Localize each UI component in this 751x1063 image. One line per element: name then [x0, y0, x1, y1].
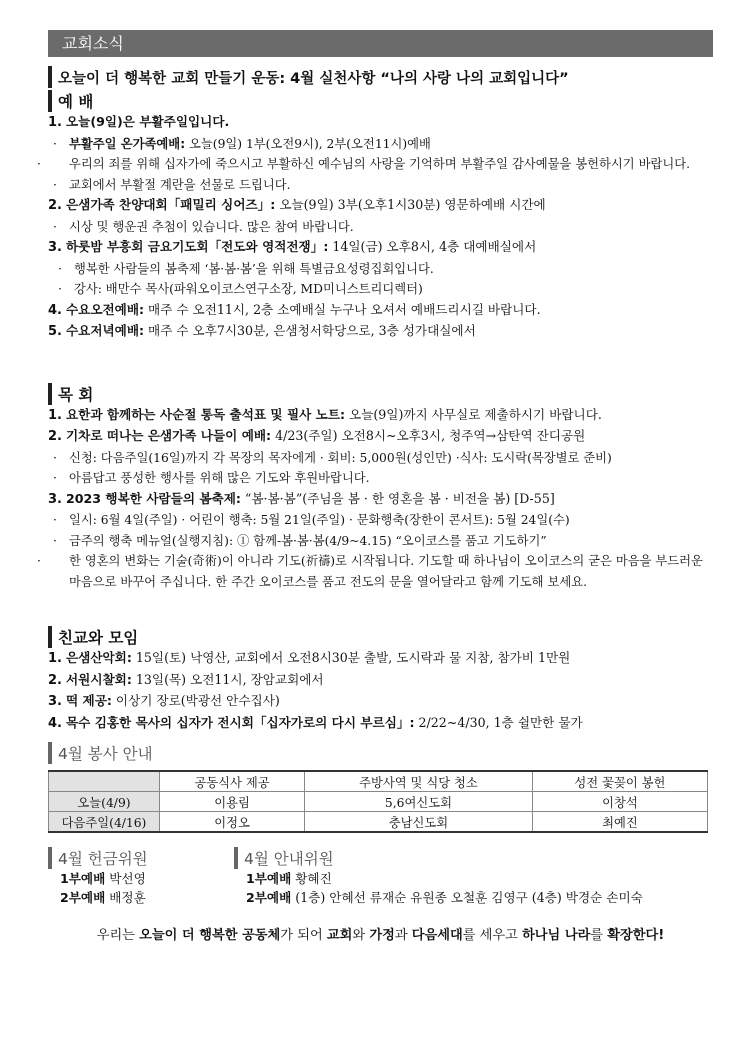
motto-heading	[48, 66, 713, 88]
sub-text: 강사: 배만수 목사(파워오이코스연구소장, MD미니스트리디렉터)	[74, 282, 423, 296]
closing-part: 를	[590, 928, 608, 943]
section-banner: 교회소식	[48, 30, 713, 57]
table-row	[49, 792, 708, 812]
table-header-row	[49, 771, 708, 792]
table-cell: 충남신도회	[305, 812, 533, 833]
sub-text: 시상 및 행운권 추첨이 있습니다. 많은 참여 바랍니다.	[69, 219, 354, 234]
closing-part: 와	[352, 928, 370, 943]
heading-bar	[48, 626, 52, 648]
service-heading	[48, 742, 713, 764]
item-detail: 15일(토) 낙영산, 교회에서 오전8시30분 출발, 도시락과 물 지참, 참가비 1만원	[131, 650, 571, 665]
pastoral-item-2-sub-1: · 신청: 다음주일(16일)까지 각 목장의 목자에게 · 회비: 5,000원(성인만) ·식사: 도시락(목장별로 준비)	[53, 450, 612, 465]
item-detail: 13일(목) 오전11시, 장암교회에서	[131, 671, 324, 687]
sub-text: 일시: 6월 4일(주일) · 어린이 행축: 5월 21일(주일) · 문화행축(장한이 콘서트): 5월 24일(수)	[69, 513, 570, 527]
worship-item-5	[48, 321, 713, 343]
offering-heading	[48, 847, 234, 869]
motto-text: 오늘이 더 행복한 교회 만들기 운동: 4월 실천사항 “나의 사랑 나의 교회입니다”	[58, 70, 569, 87]
item-number: 3.	[48, 491, 62, 507]
worship-item-2	[48, 195, 713, 217]
sub-title: 부활주일 온가족예배:	[69, 136, 186, 151]
offering-row-2	[48, 888, 234, 907]
offering-column	[48, 845, 234, 907]
roster-service: 2부예배	[246, 890, 292, 905]
table-cell: 이정오	[160, 812, 305, 833]
roster-names: 박선영	[105, 871, 146, 886]
worship-item-1	[48, 112, 713, 134]
item-number: 1.	[48, 115, 62, 130]
item-detail: 14일(금) 오후8시, 4층 대예배실에서	[328, 239, 537, 254]
fellowship-item-1	[48, 648, 713, 670]
fellowship-item-4	[48, 713, 713, 735]
row-label: 오늘(4/9)	[49, 792, 160, 812]
roster-service: 1부예배	[246, 871, 292, 886]
closing-emphasis: 하나님 나라	[522, 928, 591, 943]
table-row	[49, 812, 708, 833]
item-number: 4.	[48, 715, 62, 731]
roster-service: 1부예배	[60, 871, 106, 886]
worship-item-3	[48, 237, 713, 259]
sub-text: 금주의 행축 메뉴얼(실행지침): ① 함께-봄·봄·봄(4/9~4.15) “오이코스를 품고 기도하기”	[69, 533, 547, 548]
item-detail: 매주 수 오전11시, 2층 소예배실 누구나 오셔서 예배드리시길 바랍니다.	[144, 301, 541, 317]
pastoral-item-3-sub-1: · 일시: 6월 4일(주일) · 어린이 행축: 5월 21일(주일) · 문화행축(장한이 콘서트): 5월 24일(수)	[53, 513, 570, 527]
item-detail: 4/23(주일) 오전8시~오후3시, 청주역→삼탄역 잔디공원	[271, 428, 586, 443]
worship-item-2-sub: · 시상 및 행운권 추첨이 있습니다. 많은 참여 바랍니다.	[53, 219, 354, 234]
closing-emphasis: 오늘이 더 행복한 공동체	[139, 928, 281, 943]
sub-text: 한 영혼의 변화는 기술(奇術)이 아니라 기도(祈禱)로 시작됩니다. 기도할 때 하나님이 오이코스의 굳은 마음을 부드러운 마음으로 바꾸어 주십니다. 한 주간 오이코스를 품고 전도의 문을 열어달라고 함께 기도해 보세요.	[69, 554, 703, 589]
heading-bar	[48, 383, 52, 405]
usher-heading	[234, 847, 713, 869]
heading-bar	[234, 847, 238, 869]
table-cell: 최예진	[532, 812, 707, 833]
worship-item-1-sub-3: · 교회에서 부활절 계란을 선물로 드립니다.	[53, 177, 291, 192]
item-title: 은샘가족 찬양대회「패밀리 싱어즈」:	[66, 197, 276, 212]
service-table	[48, 770, 708, 833]
worship-item-3-sub-1: · 행복한 사람들의 봄축제 ‘봄·봄·봄’을 위해 특별금요성령집회입니다.	[58, 261, 434, 276]
item-number: 1.	[48, 407, 62, 423]
fellowship-heading	[48, 626, 713, 648]
pastoral-item-2	[48, 426, 713, 448]
item-number: 1.	[48, 651, 62, 666]
worship-heading	[48, 90, 713, 112]
item-detail: 오늘(9일)까지 사무실로 제출하시기 바랍니다.	[345, 406, 602, 422]
offering-row-1	[48, 869, 234, 888]
item-title: 요한과 함께하는 사순절 통독 출석표 및 필사 노트:	[66, 406, 346, 422]
closing-part: 과	[394, 928, 412, 943]
sub-text: 우리의 죄를 위해 십자가에 죽으시고 부활하신 예수님의 사랑을 기억하며 부활주일 감사예물을 봉헌하시기 바랍니다.	[69, 157, 690, 171]
pastoral-item-3	[48, 489, 713, 511]
item-number: 3.	[48, 694, 62, 709]
closing-part: 우리는	[96, 928, 140, 943]
church-news-page	[37, 30, 713, 943]
worship-item-1-sub-1: · 부활주일 온가족예배: 오늘(9일) 1부(오전9시), 2부(오전11시)예배	[53, 136, 431, 151]
item-title: 기차로 떠나는 은샘가족 나들이 예배:	[66, 428, 272, 443]
item-detail: 오늘(9일) 3부(오후1시30분) 영문하예배 시간에	[275, 197, 546, 212]
item-detail: 2/22~4/30, 1층 쉴만한 물가	[414, 714, 583, 730]
item-title: 은샘산악회:	[66, 650, 132, 665]
column-header: 공동식사 제공	[160, 771, 305, 792]
fellowship-heading-text: 친교와 모임	[58, 629, 139, 647]
sub-detail: 오늘(9일) 1부(오전9시), 2부(오전11시)예배	[185, 136, 431, 151]
closing-part: 가 되어	[280, 928, 327, 943]
item-detail: 매주 수 오후7시30분, 은샘청서학당으로, 3층 성가대실에서	[144, 323, 476, 338]
table-cell: 이용림	[160, 792, 305, 812]
closing-emphasis: 다음세대	[411, 928, 463, 943]
worship-heading-text: 예 배	[58, 93, 94, 111]
worship-item-4	[48, 300, 713, 322]
item-number: 2.	[48, 429, 62, 444]
pastoral-item-3-sub-3: · 한 영혼의 변화는 기술(奇術)이 아니라 기도(祈禱)로 시작됩니다. 기도할 때 하나님이 오이코스의 굳은 마음을 부드러운 마음으로 바꾸어 주십니다. 한 주간 오이코스를 품고 전도의 문을 열어달라고 함께 기도해 보세요.	[37, 554, 703, 589]
item-title: 수요저녁예배:	[66, 323, 145, 338]
worship-item-1-sub-2: · 우리의 죄를 위해 십자가에 죽으시고 부활하신 예수님의 사랑을 기억하며 부활주일 감사예물을 봉헌하시기 바랍니다.	[37, 157, 690, 171]
item-detail: “봄·봄·봄”(주님을 봄 · 한 영혼을 봄 · 비전을 봄) [D-55]	[240, 490, 555, 506]
sub-text: 교회에서 부활절 계란을 선물로 드립니다.	[69, 177, 291, 192]
pastoral-heading	[48, 383, 713, 405]
item-title: 오늘(9일)은 부활주일입니다.	[66, 114, 230, 129]
column-header: 주방사역 및 식당 청소	[305, 771, 533, 792]
closing-emphasis: 가정	[369, 928, 395, 943]
item-title: 서원시찰회:	[66, 671, 132, 687]
heading-bar	[48, 847, 52, 869]
usher-heading-text: 4월 안내위원	[244, 850, 334, 868]
roster-names: (1층) 안혜선 류재순 유원종 오철훈 김영구 (4층) 박경순 손미숙	[291, 890, 643, 905]
closing-emphasis: 교회	[326, 928, 353, 943]
table-cell: 이창석	[532, 792, 707, 812]
sub-text: 아름답고 풍성한 행사를 위해 많은 기도와 후원바랍니다.	[69, 471, 370, 485]
service-heading-text: 4월 봉사 안내	[58, 745, 153, 763]
volunteer-columns	[48, 845, 713, 907]
roster-names: 배정훈	[105, 890, 146, 905]
sub-text: 행복한 사람들의 봄축제 ‘봄·봄·봄’을 위해 특별금요성령집회입니다.	[74, 261, 434, 276]
usher-row-2	[234, 888, 713, 907]
pastoral-item-2-sub-2: · 아름답고 풍성한 행사를 위해 많은 기도와 후원바랍니다.	[53, 471, 370, 485]
table-corner	[49, 771, 160, 792]
roster-service: 2부예배	[60, 890, 106, 905]
item-title: 떡 제공:	[66, 693, 112, 708]
item-title: 수요오전예배:	[66, 301, 145, 317]
closing-emphasis: 확장한다!	[607, 928, 665, 943]
row-label: 다음주일(4/16)	[49, 812, 160, 833]
usher-column	[234, 845, 713, 907]
roster-names: 황혜진	[291, 871, 332, 886]
item-title: 하룻밤 부흥회 금요기도회「전도와 영적전쟁」:	[66, 239, 329, 254]
item-number: 5.	[48, 324, 62, 339]
closing-part: 를 세우고	[462, 928, 523, 943]
pastoral-item-3-sub-2: · 금주의 행축 메뉴얼(실행지침): ① 함께-봄·봄·봄(4/9~4.15) “오이코스를 품고 기도하기”	[53, 533, 547, 548]
fellowship-item-2	[48, 670, 713, 692]
usher-row-1	[234, 869, 713, 888]
item-title: 2023 행복한 사람들의 봄축제:	[66, 490, 241, 506]
heading-bar	[48, 90, 52, 112]
item-detail: 이상기 장로(박광선 안수집사)	[111, 693, 280, 708]
sub-text: 신청: 다음주일(16일)까지 각 목장의 목자에게 · 회비: 5,000원(성인만) ·식사: 도시락(목장별로 준비)	[69, 450, 612, 465]
heading-bar	[48, 66, 52, 88]
column-header: 성전 꽃꽂이 봉헌	[532, 771, 707, 792]
fellowship-item-3	[48, 691, 713, 713]
item-number: 2.	[48, 198, 62, 213]
table-cell: 5,6여신도회	[305, 792, 533, 812]
closing-statement	[48, 924, 713, 943]
offering-heading-text: 4월 헌금위원	[58, 850, 148, 868]
pastoral-heading-text: 목 회	[58, 385, 94, 404]
item-number: 3.	[48, 240, 62, 255]
item-title: 목수 김홍한 목사의 십자가 전시회「십자가로의 다시 부르심」:	[66, 714, 415, 730]
worship-item-3-sub-2: · 강사: 배만수 목사(파워오이코스연구소장, MD미니스트리디렉터)	[58, 282, 423, 296]
heading-bar	[48, 742, 52, 764]
item-number: 2.	[48, 672, 62, 688]
item-number: 4.	[48, 302, 62, 318]
pastoral-item-1	[48, 405, 713, 427]
